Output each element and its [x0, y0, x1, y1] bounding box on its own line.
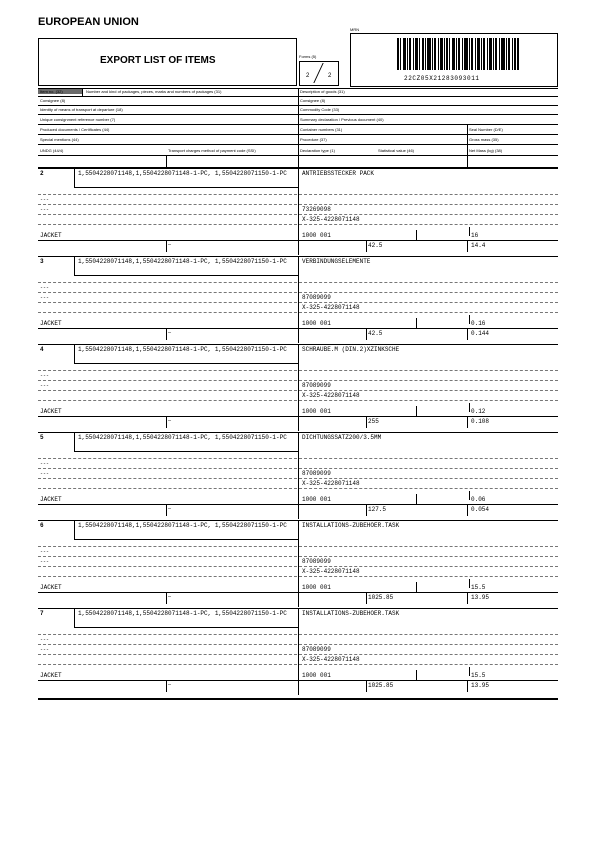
proc-divider [416, 670, 417, 680]
item-pkg-underline [74, 451, 298, 452]
item-description: SCHRAUBE.M (DIN.2)XZINKSCHE [302, 346, 400, 353]
item-procedure: 1000 001 [302, 584, 331, 591]
item-procedure: 1000 001 [302, 408, 331, 415]
item-line-a: --- [40, 197, 50, 203]
dash-rule [38, 390, 558, 391]
item-pkg-underline [74, 187, 298, 188]
union-title: EUROPEAN UNION [38, 16, 139, 28]
item-row-rule [38, 328, 558, 329]
charges-dash: — [168, 418, 172, 424]
item-net-mass: 13.95 [471, 682, 490, 689]
charges-divider [166, 328, 167, 340]
stat-divider [366, 592, 367, 604]
tick-mark [469, 315, 470, 324]
item-code: JACKET [40, 496, 62, 503]
item-ref1: 87089099 [302, 646, 331, 653]
stat-divider [366, 504, 367, 516]
dash-rule [38, 204, 558, 205]
dash-rule [38, 302, 558, 303]
label-produced-docs: Produced documents / Certificates (44) [40, 127, 110, 132]
item-line-b: --- [40, 559, 50, 565]
label-transport-charges: Transport charges method of payment code (SSI) [168, 148, 256, 153]
item-line-b: --- [40, 207, 50, 213]
item-packages: 1,5504228071148,1,5504228071148-1-PC, 1,5504228071150-1-PC [78, 346, 287, 353]
item-pkg-underline [74, 627, 298, 628]
item-ref2: X-325-4228071148 [302, 568, 360, 575]
item-code: JACKET [40, 408, 62, 415]
item-ref2: X-325-4228071148 [302, 656, 360, 663]
item-statistical-value: 42.5 [368, 242, 383, 249]
proc-divider [416, 494, 417, 504]
item-number: 7 [40, 610, 44, 617]
charges-dash: — [168, 506, 172, 512]
item-gross-mass: 0.16 [471, 320, 486, 327]
item-mid-divider [298, 608, 299, 695]
mrn-label: MRN [350, 27, 360, 32]
label-statistical-value: Statistical value (46) [378, 148, 415, 153]
forms-current: 2 [306, 73, 310, 79]
item-description: ANTRIEBSSTECKER PACK [302, 170, 375, 177]
charges-divider [166, 592, 167, 604]
dash-rule [38, 292, 558, 293]
item-statistical-value: 255 [368, 418, 379, 425]
tick-mark [469, 667, 470, 676]
forms-label: Forms (5) [299, 54, 317, 59]
item-row-rule [38, 592, 558, 593]
proc-divider [416, 406, 417, 416]
dash-rule [38, 546, 558, 547]
proc-divider [416, 318, 417, 328]
item-row-rule [38, 416, 558, 417]
dash-rule [38, 556, 558, 557]
item-number: 3 [40, 258, 44, 265]
tick-mark [469, 491, 470, 500]
item-block [38, 344, 558, 432]
dash-rule [38, 282, 558, 283]
dash-rule [38, 664, 558, 665]
item-net-mass: 0.054 [471, 506, 490, 513]
dash-rule [38, 566, 558, 567]
tick-mark [469, 227, 470, 236]
forms-box [299, 61, 339, 86]
proc-divider [416, 230, 417, 240]
label-net-mass: Net Mass (kg) (38) [469, 148, 503, 153]
label-seal: Seal Number (D/E) [469, 127, 503, 132]
item-no-divider [74, 344, 75, 363]
proc-divider [416, 582, 417, 592]
dash-rule [38, 644, 558, 645]
item-packages: 1,5504228071148,1,5504228071148-1-PC, 1,5504228071150-1-PC [78, 258, 287, 265]
item-code: JACKET [40, 584, 62, 591]
item-code: JACKET [40, 232, 62, 239]
item-line-a: --- [40, 373, 50, 379]
stat-divider [366, 416, 367, 428]
dash-rule [38, 194, 558, 195]
label-summary-decl: Summary declaration / Previous document (40) [300, 117, 384, 122]
charges-dash: — [168, 594, 172, 600]
barcode-image [397, 38, 519, 70]
stat-divider [366, 680, 367, 692]
label-transport: Identity of means of transport at departure (18) [40, 107, 123, 112]
label-gross-mass: Gross mass (35) [469, 137, 499, 142]
item-procedure: 1000 001 [302, 232, 331, 239]
label-undg: UNDG (44/4) [40, 148, 64, 153]
item-ref1: 87089099 [302, 382, 331, 389]
charges-dash: — [168, 242, 172, 248]
item-row-rule [38, 680, 558, 681]
charges-divider [166, 416, 167, 428]
item-block [38, 168, 558, 256]
item-gross-mass: 16 [471, 232, 479, 239]
dash-rule [38, 380, 558, 381]
net-divider [467, 328, 468, 340]
item-gross-mass: 0.06 [471, 496, 486, 503]
label-consignee-right: Consignee (8) [300, 98, 326, 103]
label-consignee: Consignee (8) [40, 98, 66, 103]
item-statistical-value: 42.5 [368, 330, 383, 337]
charges-divider [166, 504, 167, 516]
dash-rule [38, 634, 558, 635]
net-divider [467, 240, 468, 252]
item-number: 6 [40, 522, 44, 529]
item-ref1: 87089099 [302, 294, 331, 301]
net-divider [467, 504, 468, 516]
label-container: Container numbers (31) [300, 127, 343, 132]
item-description: INSTALLATIONS-ZUBEHOER.TASK [302, 522, 400, 529]
dash-rule [38, 576, 558, 577]
item-pkg-underline [74, 539, 298, 540]
item-code: JACKET [40, 320, 62, 327]
item-mid-divider [298, 520, 299, 607]
net-divider [467, 592, 468, 604]
label-unique-ref: Unique consignment reference number (7) [40, 117, 116, 122]
item-ref2: X-325-4228071148 [302, 392, 360, 399]
dash-rule [38, 400, 558, 401]
dash-rule [38, 478, 558, 479]
item-line-a: --- [40, 637, 50, 643]
label-commodity: Commodity Code (33) [300, 107, 340, 112]
stat-divider [366, 240, 367, 252]
item-line-a: --- [40, 285, 50, 291]
net-divider [467, 680, 468, 692]
bottom-rule [38, 698, 558, 700]
item-packages: 1,5504228071148,1,5504228071148-1-PC, 1,5504228071150-1-PC [78, 434, 287, 441]
item-no-divider [74, 168, 75, 187]
item-description: VERBINDUNGSELEMENTE [302, 258, 371, 265]
item-description: DICHTUNGSSATZ200/3.5MM [302, 434, 382, 441]
item-pkg-underline [74, 363, 298, 364]
label-packages: Number and kind of packages, pieces, marks and numbers of packages (31) [86, 89, 222, 94]
charges-dash: — [168, 682, 172, 688]
item-mid-divider [298, 432, 299, 519]
item-block [38, 256, 558, 344]
charges-dash: — [168, 330, 172, 336]
label-item-no: Item no. (32) [40, 89, 63, 94]
dash-rule [38, 312, 558, 313]
item-mid-divider [298, 256, 299, 343]
dash-rule [38, 370, 558, 371]
item-line-a: --- [40, 549, 50, 555]
item-line-b: --- [40, 295, 50, 301]
item-statistical-value: 127.5 [368, 506, 387, 513]
document-title: EXPORT LIST OF ITEMS [100, 55, 216, 66]
item-gross-mass: 15.5 [471, 584, 486, 591]
item-statistical-value: 1025.85 [368, 594, 394, 601]
dash-rule [38, 458, 558, 459]
item-gross-mass: 15.5 [471, 672, 486, 679]
label-procedure: Procedure (37) [300, 137, 327, 142]
mrn-number: 22CZ05X21283093011 [404, 75, 480, 82]
item-line-b: --- [40, 383, 50, 389]
charges-divider [166, 680, 167, 692]
item-procedure: 1000 001 [302, 672, 331, 679]
item-line-b: --- [40, 471, 50, 477]
item-net-mass: 0.108 [471, 418, 490, 425]
item-no-divider [74, 256, 75, 275]
item-number: 5 [40, 434, 44, 441]
item-row-rule [38, 240, 558, 241]
item-code: JACKET [40, 672, 62, 679]
item-ref1: 73269098 [302, 206, 331, 213]
item-block [38, 432, 558, 520]
item-description: INSTALLATIONS-ZUBEHOER.TASK [302, 610, 400, 617]
field-header-block [38, 88, 558, 166]
item-net-mass: 13.95 [471, 594, 490, 601]
item-line-b: --- [40, 647, 50, 653]
item-no-divider [74, 608, 75, 627]
label-decl-type: Declaration type (1) [300, 148, 335, 153]
tick-mark [469, 403, 470, 412]
forms-total: 2 [328, 73, 332, 79]
item-number: 4 [40, 346, 44, 353]
item-gross-mass: 0.12 [471, 408, 486, 415]
dash-rule [38, 654, 558, 655]
net-divider [467, 416, 468, 428]
dash-rule [38, 468, 558, 469]
tick-mark [469, 579, 470, 588]
label-special-mentions: Special mentions (44) [40, 137, 79, 142]
charges-divider [166, 240, 167, 252]
item-packages: 1,5504228071148,1,5504228071148-1-PC, 1,5504228071150-1-PC [78, 170, 287, 177]
item-procedure: 1000 001 [302, 496, 331, 503]
item-packages: 1,5504228071148,1,5504228071148-1-PC, 1,5504228071150-1-PC [78, 610, 287, 617]
item-packages: 1,5504228071148,1,5504228071148-1-PC, 1,5504228071150-1-PC [78, 522, 287, 529]
item-statistical-value: 1025.85 [368, 682, 394, 689]
item-no-divider [74, 520, 75, 539]
stat-divider [366, 328, 367, 340]
item-mid-divider [298, 344, 299, 431]
item-block [38, 520, 558, 608]
dash-rule [38, 214, 558, 215]
item-procedure: 1000 001 [302, 320, 331, 327]
item-ref2: X-325-4228071148 [302, 480, 360, 487]
item-pkg-underline [74, 275, 298, 276]
item-ref1: 87089099 [302, 558, 331, 565]
item-block [38, 608, 558, 696]
item-line-a: --- [40, 461, 50, 467]
item-row-rule [38, 504, 558, 505]
item-ref2: X-325-4228071148 [302, 216, 360, 223]
dash-rule [38, 224, 558, 225]
item-mid-divider [298, 168, 299, 255]
item-net-mass: 14.4 [471, 242, 486, 249]
item-net-mass: 0.144 [471, 330, 490, 337]
item-ref2: X-325-4228071148 [302, 304, 360, 311]
item-ref1: 87089099 [302, 470, 331, 477]
item-no-divider [74, 432, 75, 451]
label-description: Description of goods (31) [300, 89, 345, 94]
item-number: 2 [40, 170, 44, 177]
dash-rule [38, 488, 558, 489]
